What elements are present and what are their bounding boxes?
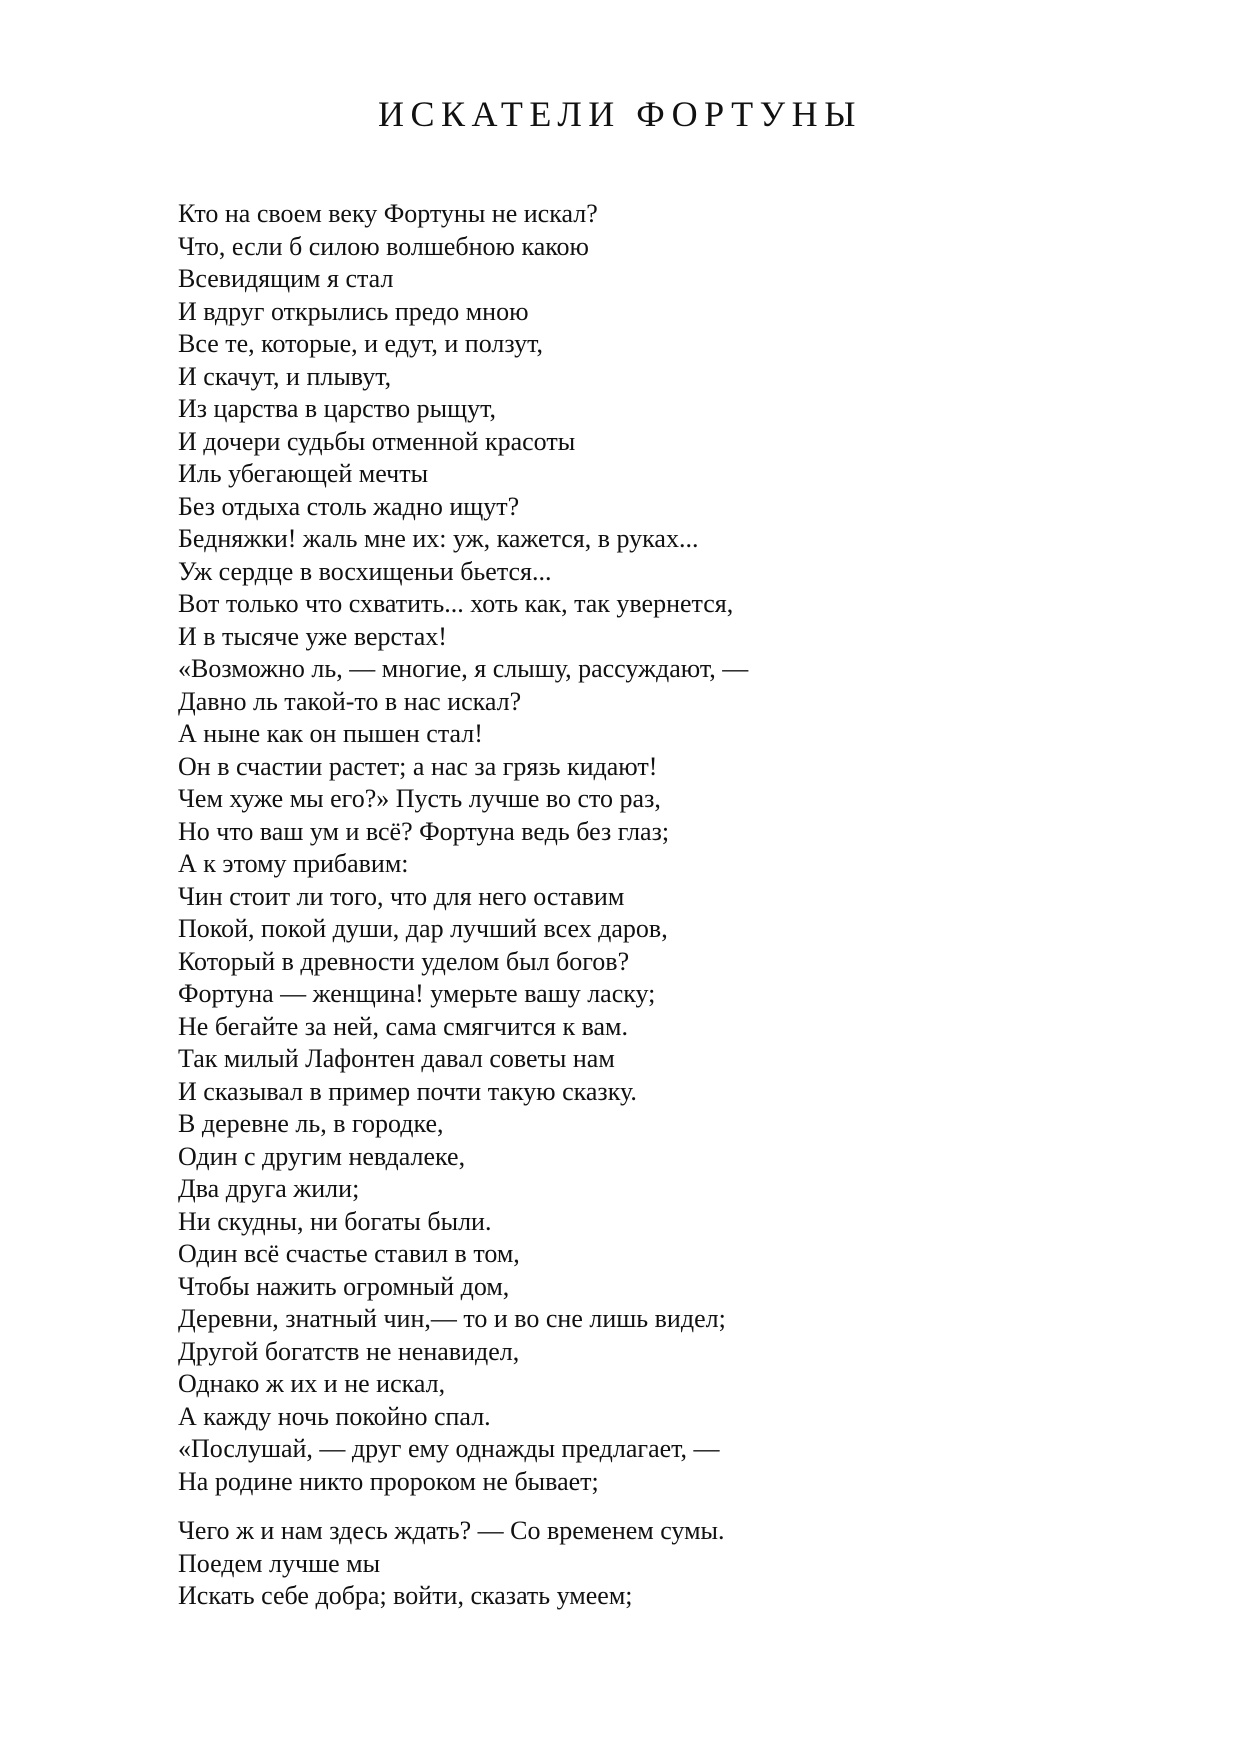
poem-line: Другой богатств не ненавидел, [178,1336,520,1366]
poem-line: Чего ж и нам здесь ждать? — Со временем сумы. [178,1516,725,1545]
poem-line: И скачут, и плывут, [178,361,392,391]
poem-line: В деревне ль, в городке, [178,1109,444,1138]
poem-line: Который в древности уделом был богов? [178,946,630,976]
poem-line: Искать себе добра; войти, сказать умеем; [178,1581,633,1610]
poem-line: Так милый Лафонтен давал советы нам [178,1044,615,1073]
poem-line: Он в счастии растет; а нас за грязь кидают! [178,751,658,781]
stanza-2 [178,1515,725,1613]
poem-line: Из царства в царство рыщут, [178,394,497,423]
poem-line: Вот только что схватить... хоть как, так увернется, [178,589,734,618]
poem-line: Но что ваш ум и всё? Фортуна ведь без глаз; [178,816,670,846]
poem-line: Два друга жили; [178,1174,360,1203]
poem-line: И в тысяче уже верстах! [178,621,447,651]
stanza-1 [178,198,748,1498]
poem-line: А ныне как он пышен стал! [178,719,483,748]
poem-line: Однако ж их и не искал, [178,1369,446,1398]
poem-line: Один с другим невдалеке, [178,1141,466,1171]
poem-line: Без отдыха столь жадно ищут? [178,491,520,521]
poem-line: Чтобы нажить огромный дом, [178,1271,510,1301]
poem-line: Всевидящим я стал [178,264,394,293]
poem-line: И дочери судьбы отменной красоты [178,426,576,456]
poem-line: И сказывал в пример почти такую сказку. [178,1076,637,1106]
poem-line: Покой, покой души, дар лучший всех даров, [178,914,668,943]
poem-line: На родине никто пророком не бывает; [178,1466,599,1496]
poem-line: Все те, которые, и едут, и ползут, [178,329,543,358]
poem-line: Уж сердце в восхищеньи бьется... [178,556,552,586]
poem-line: Поедем лучше мы [178,1548,381,1578]
poem-line: Кто на своем веку Фортуны не искал? [178,199,598,228]
poem-title: ИСКАТЕЛИ ФОРТУНЫ [378,94,862,134]
poem-line: Один всё счастье ставил в том, [178,1239,520,1268]
poem-line: Деревни, знатный чин,— то и во сне лишь видел; [178,1304,726,1333]
poem-line: «Послушай, — друг ему однажды предлагает, — [178,1434,720,1463]
poem-line: Фортуна — женщина! умерьте вашу ласку; [178,979,656,1008]
poem-line: Не бегайте за ней, сама смягчится к вам. [178,1011,628,1041]
poem-line: Бедняжки! жаль мне их: уж, кажется, в руках... [178,524,699,553]
poem-line: Иль убегающей мечты [178,459,429,488]
poem-line: Чем хуже мы его?» Пусть лучше во сто раз, [178,784,661,813]
poem-line: А кажду ночь покойно спал. [178,1401,491,1431]
poem-line: Давно ль такой-то в нас искал? [178,686,522,716]
poem-line: А к этому прибавим: [178,849,409,878]
poem-line: И вдруг открылись предо мною [178,296,529,326]
poem-line: Ни скудны, ни богаты были. [178,1206,492,1236]
poem-line: Чин стоит ли того, что для него оставим [178,881,625,911]
poem-line: Что, если б силою волшебною какою [178,231,589,261]
poem-line: «Возможно ль, — многие, я слышу, рассуждают, — [178,654,749,683]
